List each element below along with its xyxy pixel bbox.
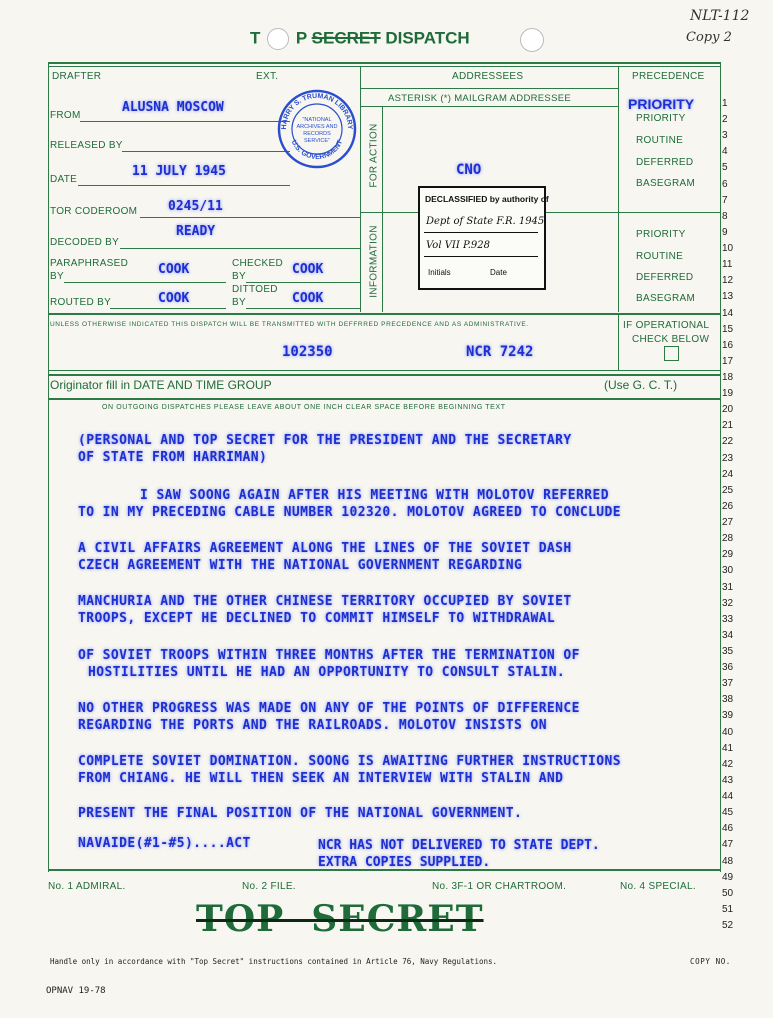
prec-action-priority: PRIORITY [636,113,686,124]
title-p: P [295,28,307,48]
date-value: 11 JULY 1945 [132,164,226,179]
information-label: INFORMATION [368,225,380,298]
ext-label: EXT. [256,71,279,82]
declassified-date: Date [490,268,507,277]
line-number: 42 [722,758,734,770]
dittoed-label: DITTOED [232,284,278,295]
line-number: 21 [722,420,734,432]
operational-checkbox[interactable] [664,346,679,361]
dist-1: No. 1 ADMIRAL. [48,881,126,892]
punch-hole-right [520,28,544,52]
prec-action-basegram: BASEGRAM [636,178,696,189]
line-number: 9 [722,226,728,238]
declassified-title: DECLASSIFIED by authority of [425,194,549,204]
line-number: 1 [722,98,728,109]
line-number: 52 [722,920,734,931]
dtg-value: 102350 [282,344,333,360]
line-number: 19 [722,388,734,400]
declassified-initials: Initials [428,268,451,277]
line-number: 22 [722,436,734,448]
line-number: 10 [722,243,734,255]
archives-stamp [276,88,358,170]
line-number: 51 [722,903,734,915]
body-line-4: TO IN MY PRECEDING CABLE NUMBER 102320. MOLOTOV AGREED TO CONCLUDE [78,505,621,520]
dist-2: No. 2 FILE. [242,881,296,892]
line-number: 37 [722,678,734,690]
line-number: 26 [722,500,734,512]
line-number: 50 [722,887,734,899]
line-number: 46 [722,823,734,835]
line-number: 16 [722,339,734,351]
line-number: 25 [722,484,734,496]
body-line-15: PRESENT THE FINAL POSITION OF THE NATIONAL GOVERNMENT. [78,806,523,821]
line-number: 45 [722,807,734,819]
line-number: 33 [722,613,734,625]
line-number: 48 [722,855,734,867]
line-number: 14 [722,307,734,319]
for-action-label: FOR ACTION [368,123,380,188]
line-number: 12 [722,275,734,287]
declassified-line1: Dept of State F.R. 1945 [426,216,545,227]
line-number: 49 [722,871,734,883]
addressees-label: ADDRESSEES [452,71,524,82]
line-number: 17 [722,355,734,367]
use-gct-label: (Use G. C. T.) [604,378,678,392]
drafter-label: DRAFTER [52,71,102,82]
line-number: 5 [722,162,728,174]
line-number: 23 [722,452,734,464]
body-line-5: A CIVIL AFFAIRS AGREEMENT ALONG THE LINES OF THE SOVIET DASH [78,541,572,556]
line-number: 36 [722,662,734,674]
decoded-label: DECODED BY [50,237,120,248]
line-number: 13 [722,291,734,303]
line-number: 15 [722,323,734,335]
paraphrased-label: PARAPHRASED [50,258,129,269]
body-line-11: NO OTHER PROGRESS WAS MADE ON ANY OF THE POINTS OF DIFFERENCE [78,701,580,716]
ncr-note-1: NCR HAS NOT DELIVERED TO STATE DEPT. [318,838,600,853]
stamp-ring-bottom: U.S. GOVERNMENT [289,139,345,162]
precedence-value: PRIORITY [628,96,695,112]
line-number: 3 [722,130,728,142]
punch-hole-left [267,28,289,50]
checked-label: CHECKED [232,258,283,269]
line-number: 8 [722,210,728,222]
line-number: 40 [722,726,734,738]
asterisk-label: ASTERISK (*) MAILGRAM ADDRESSEE [388,93,571,104]
title-dispatch: DISPATCH [385,28,470,48]
tor-label: TOR CODEROOM [50,206,138,217]
checked-value: COOK [292,262,324,277]
line-number: 43 [722,774,734,786]
body-line-1: (PERSONAL AND TOP SECRET FOR THE PRESIDENT AND THE SECRETARY [78,433,572,448]
line-number: 30 [722,565,734,577]
dist-4: No. 4 SPECIAL. [620,881,696,892]
dist-3: No. 3F-1 OR CHARTROOM. [432,881,567,892]
prec-info-priority: PRIORITY [636,229,686,240]
prec-info-deferred: DEFERRED [636,272,694,283]
stamp-ring-top: HARRY S. TRUMAN LIBRARY [280,92,354,130]
prec-info-routine: ROUTINE [636,251,684,262]
line-number: 31 [722,581,734,593]
line-number: 20 [722,404,734,416]
line-number: 32 [722,597,734,609]
line-number: 11 [722,259,733,271]
dittoed-value: COOK [292,291,324,306]
line-number: 41 [722,742,734,754]
outgoing-note: ON OUTGOING DISPATCHES PLEASE LEAVE ABOUT ONE INCH CLEAR SPACE BEFORE BEGINNING TEXT [102,404,506,411]
body-line-6: CZECH AGREEMENT WITH THE NATIONAL GOVERNMENT REGARDING [78,558,523,573]
prec-action-routine: ROUTINE [636,135,684,146]
originator-label: Originator fill in DATE AND TIME GROUP [50,378,272,392]
title-secret: SECRET [311,28,381,48]
line-number: 24 [722,468,734,480]
line-number: 35 [722,646,734,657]
precedence-label: PRECEDENCE [632,71,705,82]
line-number: 34 [722,629,734,641]
dispatch-title [250,28,470,50]
line-number: 29 [722,549,734,561]
line-number: 2 [722,114,728,126]
line-number: 39 [722,710,734,722]
tor-value: 0245/11 [168,199,223,214]
line-number: 6 [722,178,728,190]
released-by-label: RELEASED BY [50,140,123,151]
stamp-center-1: "NATIONAL [302,117,332,123]
line-number: 28 [722,533,734,545]
body-line-14: FROM CHIANG. HE WILL THEN SEEK AN INTERVIEW WITH STALIN AND [78,771,564,786]
body-line-12: REGARDING THE PORTS AND THE RAILROADS. MOLOTOV INSISTS ON [78,718,547,733]
prec-info-basegram: BASEGRAM [636,293,696,304]
line-number: 27 [722,517,734,529]
body-line-2: OF STATE FROM HARRIMAN) [78,450,268,465]
ncr-note-2: EXTRA COPIES SUPPLIED. [318,855,491,870]
declassified-stamp [418,186,549,290]
line-number: 47 [722,839,734,851]
navaide-line: NAVAIDE(#1-#5)....ACT [78,836,251,851]
copy-no: COPY NO. [690,957,731,966]
decoded-value: READY [176,224,216,239]
from-value: ALUSNA MOSCOW [122,100,224,115]
body-line-8: TROOPS, EXCEPT HE DECLINED TO COMMIT HIMSELF TO WITHDRAWAL [78,611,556,626]
action-addressee: CNO [456,162,482,178]
corner-copy: Copy 2 [686,30,732,45]
ncr-value: NCR 7242 [466,344,534,360]
line-number: 7 [722,194,728,206]
body-line-9: OF SOVIET TROOPS WITHIN THREE MONTHS AFTER THE TERMINATION OF [78,648,580,663]
body-line-13: COMPLETE SOVIET DOMINATION. SOONG IS AWAITING FURTHER INSTRUCTIONS [78,754,621,769]
stamp-center-4: SERVICE" [304,138,330,144]
line-number: 4 [722,146,728,158]
routed-by-label: ROUTED BY [50,297,112,308]
body-line-7: MANCHURIA AND THE OTHER CHINESE TERRITORY OCCUPIED BY SOVIET [78,594,572,609]
declassified-line2: Vol VII P.928 [426,240,490,251]
line-number: 38 [722,694,734,706]
body-line-3: I SAW SOONG AGAIN AFTER HIS MEETING WITH MOLOTOV REFERRED [140,488,609,503]
routed-value: COOK [158,291,190,306]
unless-note: UNLESS OTHERWISE INDICATED THIS DISPATCH WILL BE TRANSMITTED WITH DEFFRRED PRECEDENCE AND AS ADMINISTRATIVE. [50,321,529,328]
stamp-center-2: ARCHIVES AND [296,124,338,130]
corner-ref: NLT-112 [690,8,750,24]
line-number: 44 [722,791,734,803]
stamp-center-3: RECORDS [303,131,331,137]
title-prefix: T [250,28,261,48]
top-secret-footer: TOP SECRET [196,898,484,940]
checked-by-label: BY [232,271,246,282]
prec-action-deferred: DEFERRED [636,157,694,168]
if-operational-label: IF OPERATIONAL [623,320,710,331]
line-number: 18 [722,372,734,383]
date-label: DATE [50,174,78,185]
body-line-10: HOSTILITIES UNTIL HE HAD AN OPPORTUNITY TO CONSULT STALIN. [88,665,566,680]
form-number: OPNAV 19-78 [46,986,106,996]
handle-note: Handle only in accordance with "Top Secret" instructions contained in Article 76, Navy Regulations. [50,957,498,966]
paraphrased-value: COOK [158,262,190,277]
dittoed-by-label: BY [232,297,246,308]
paraphrased-by-label: BY [50,271,64,282]
from-label: FROM [50,110,81,121]
check-below-label: CHECK BELOW [632,334,710,345]
